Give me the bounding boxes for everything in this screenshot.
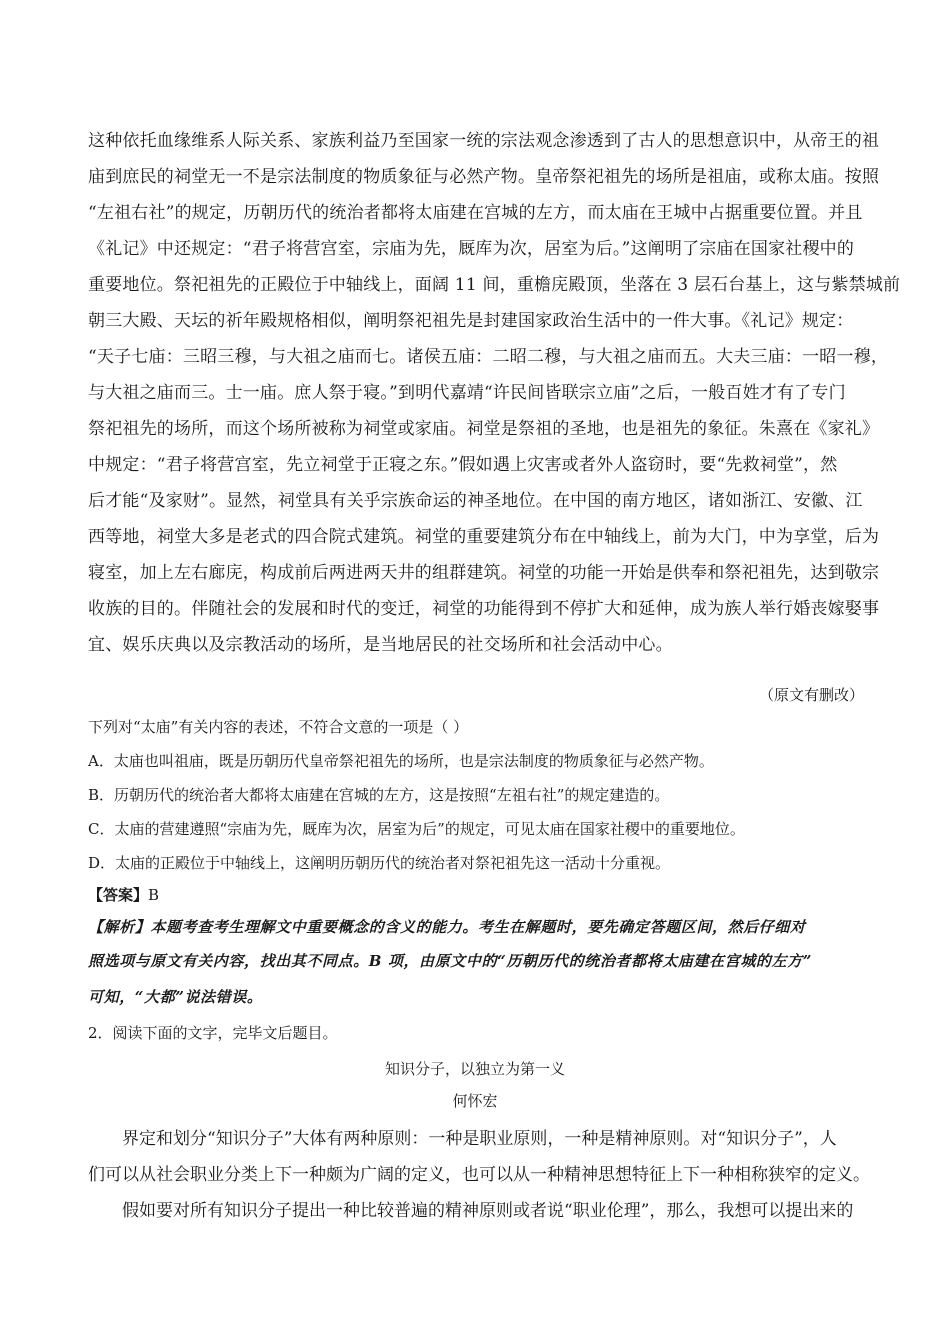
passage-line: 宜、娱乐庆典以及宗教活动的场所，是当地居民的社交场所和社会活动中心。 bbox=[88, 635, 673, 655]
answer-label: 【答案】 bbox=[88, 886, 149, 904]
passage-line: 《礼记》中还规定：“君子将营宫室，宗庙为先，厩库为次，居室为后。”这阐明了宗庙在国家社稷中的 bbox=[88, 239, 855, 259]
option-c: C．太庙的营建遵照“宗庙为先，厩库为次，居室为后”的规定，可见太庙在国家社稷中的重要地位。 bbox=[88, 820, 745, 838]
answer-value: B bbox=[148, 886, 160, 904]
passage-line: 中规定：“君子将营宫室，先立祠堂于正寝之东。”假如遇上灾害或者外人盗窃时，要“先救祠堂”，然 bbox=[88, 455, 838, 475]
question-stem: 下列对“太庙”有关内容的表述，不符合文意的一项是（ ） bbox=[88, 718, 469, 736]
passage-line: 朝三大殿、天坛的祈年殿规格相似，阐明祭祀祖先是封建国家政治生活中的一件大事。《礼记》规定： bbox=[88, 311, 854, 331]
passage-line: 重要地位。祭祀祖先的正殿位于中轴线上，面阔 11 间，重檐庑殿顶，坐落在 3 层石台基上，这与紫禁城前 bbox=[88, 275, 901, 295]
answer-line bbox=[88, 884, 159, 905]
passage-line: 西等地，祠堂大多是老式的四合院式建筑。祠堂的重要建筑分布在中轴线上，前为大门，中为享堂，后为 bbox=[88, 527, 880, 547]
option-d: D．太庙的正殿位于中轴线上，这阐明历朝历代的统治者对祭祀祖先这一活动十分重视。 bbox=[88, 854, 671, 872]
passage-line: “左祖右社”的规定，历朝历代的统治者都将太庙建在宫城的左方，而太庙在王城中占据重要位置。并且 bbox=[88, 203, 863, 223]
passage-line: 后才能“及家财”。显然，祠堂具有关乎宗族命运的神圣地位。在中国的南方地区，诸如浙江、安徽、江 bbox=[88, 491, 863, 511]
article-author: 何怀宏 bbox=[452, 1092, 498, 1110]
analysis-line: 【解析】本题考查考生理解文中重要概念的含义的能力。考生在解题时，要先确定答题区间，然后仔细对 bbox=[88, 918, 806, 936]
article-title: 知识分子，以独立为第一义 bbox=[384, 1060, 565, 1078]
article-line: 界定和划分“知识分子”大体有两种原则：一种是职业原则，一种是精神原则。对“知识分子”，人 bbox=[122, 1129, 837, 1149]
passage-line: 这种依托血缘维系人际关系、家族利益乃至国家一统的宗法观念渗透到了古人的思想意识中，从帝王的祖 bbox=[88, 131, 880, 151]
passage-line: 收族的目的。伴随社会的发展和时代的变迁，祠堂的功能得到不停扩大和延伸，成为族人举行婚丧嫁娶事 bbox=[88, 599, 880, 619]
passage-line: 寝室，加上左右廊庑，构成前后两进两天井的组群建筑。祠堂的功能一开始是供奉和祭祀祖先，达到敬宗 bbox=[88, 563, 880, 583]
passage-line: 庙到庶民的祠堂无一不是宗法制度的物质象征与必然产物。皇帝祭祀祖先的场所是祖庙，或称太庙。按照 bbox=[88, 167, 880, 187]
analysis-line: 照选项与原文有关内容，找出其不同点。B 项，由原文中的“历朝历代的统治者都将太庙建在宫城的左方” bbox=[88, 952, 812, 970]
source-note: （原文有删改） bbox=[758, 686, 864, 704]
passage-line: 祭祀祖先的场所，而这个场所被称为祠堂或家庙。祠堂是祭祖的圣地，也是祖先的象征。朱熹在《家礼》 bbox=[88, 419, 880, 439]
passage-line: 与大祖之庙而三。士一庙。庶人祭于寝。”到明代嘉靖“许民间皆联宗立庙”之后，一般百姓才有了专门 bbox=[88, 383, 846, 403]
article-line: 假如要对所有知识分子提出一种比较普遍的精神原则或者说“职业伦理”，那么，我想可以提出来的 bbox=[122, 1201, 854, 1221]
passage-line: “天子七庙：三昭三穆，与大祖之庙而七。诸侯五庙：二昭二穆，与大祖之庙而五。大夫三庙：一昭一穆， bbox=[88, 347, 889, 367]
question-2-intro: 2．阅读下面的文字，完毕文后题目。 bbox=[88, 1024, 338, 1042]
article-line: 们可以从社会职业分类上下一种颇为广阔的定义，也可以从一种精神思想特征上下一种相称狭窄的定义。 bbox=[88, 1165, 870, 1185]
option-b: B．历朝历代的统治者大都将太庙建在宫城的左方，这是按照“左祖右社”的规定建造的。 bbox=[88, 786, 670, 804]
analysis-line: 可知，“大都”说法错误。 bbox=[88, 988, 263, 1006]
option-a: A．太庙也叫祖庙，既是历朝历代皇帝祭祀祖先的场所，也是宗法制度的物质象征与必然产物。 bbox=[88, 752, 714, 770]
